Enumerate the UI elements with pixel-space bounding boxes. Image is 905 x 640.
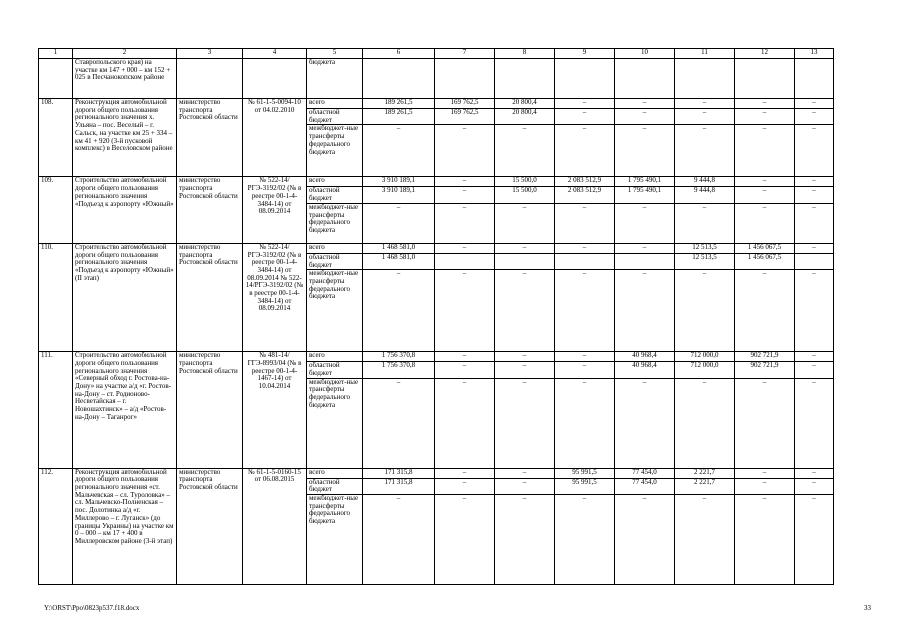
amount-cell: –	[615, 243, 675, 253]
amount-cell: –	[615, 270, 675, 352]
amount-cell: –	[795, 177, 834, 187]
amount-cell: –	[735, 203, 795, 243]
amount-cell: 95 991,5	[555, 478, 615, 494]
funding-source: всего	[307, 177, 363, 187]
row-number: 111.	[39, 352, 73, 468]
header-cell: 11	[675, 49, 735, 59]
header-cell: 9	[555, 49, 615, 59]
amount-cell: 169 762,5	[435, 109, 495, 125]
document-ref: № 522-14/РГЭ-3192/02 (№ в реестре 00-1-4-3484-14) от 08.09.2014	[243, 177, 307, 243]
amount-cell: 1 756 370,8	[363, 352, 435, 362]
amount-cell: –	[675, 203, 735, 243]
table-row	[39, 177, 834, 187]
amount-cell: –	[495, 203, 555, 243]
amount-cell: –	[435, 125, 495, 177]
amount-cell: –	[675, 378, 735, 468]
amount-cell: –	[555, 99, 615, 109]
amount-cell: 1 456 067,5	[735, 243, 795, 253]
amount-cell: –	[735, 468, 795, 478]
project-name: Строительство автомобильной дороги общего пользования регионального значения «Подъезд к аэропорту «Южный» (II этап)	[73, 243, 177, 351]
header-cell: 6	[363, 49, 435, 59]
amount-cell: –	[555, 378, 615, 468]
amount-cell: 77 454,0	[615, 468, 675, 478]
amount-cell: 902 721,9	[735, 362, 795, 378]
document-ref: № 61-1-5-0160-15 от 06.08.2015	[243, 468, 307, 584]
amount-cell: 189 261,5	[363, 99, 435, 109]
amount-cell: 9 444,8	[675, 187, 735, 203]
amount-cell: –	[795, 125, 834, 177]
project-name: Ставропольского края) на участке км 147 + 000 – км 152 + 025 в Песчанокопском районе	[73, 59, 177, 99]
amount-cell: 3 910 189,1	[363, 187, 435, 203]
funding-source: областной бюджет	[307, 109, 363, 125]
amount-cell	[495, 253, 555, 269]
continuation-row	[39, 59, 834, 99]
table-row	[39, 468, 834, 478]
funding-source: межбюджет-ные трансферты федерального бюджета	[307, 270, 363, 352]
amount-cell: –	[555, 125, 615, 177]
table-header-row	[39, 49, 834, 59]
amount-cell: 1 756 370,8	[363, 362, 435, 378]
amount-cell: 712 000,0	[675, 362, 735, 378]
amount-cell	[615, 253, 675, 269]
amount-cell: 15 500,0	[495, 177, 555, 187]
amount-cell: 40 968,4	[615, 362, 675, 378]
header-cell: 5	[307, 49, 363, 59]
amount-cell: –	[795, 187, 834, 203]
amount-cell: –	[795, 109, 834, 125]
amount-cell: –	[795, 243, 834, 253]
amount-cell: –	[495, 468, 555, 478]
amount-cell: 12 513,5	[675, 243, 735, 253]
amount-cell: –	[615, 125, 675, 177]
amount-cell: –	[735, 109, 795, 125]
amount-cell: –	[615, 378, 675, 468]
amount-cell: –	[495, 352, 555, 362]
row-number: 109.	[39, 177, 73, 243]
ministry: министерство транспорта Ростовской области	[177, 243, 243, 351]
header-cell: 10	[615, 49, 675, 59]
amount-cell: –	[735, 378, 795, 468]
amount-cell: 171 315,8	[363, 468, 435, 478]
amount-cell: 3 910 189,1	[363, 177, 435, 187]
amount-cell: –	[495, 378, 555, 468]
amount-cell: 20 800,4	[495, 109, 555, 125]
header-cell: 7	[435, 49, 495, 59]
funding-source: всего	[307, 243, 363, 253]
amount-cell: –	[495, 495, 555, 585]
funding-source: межбюджет-ные трансферты федерального бюджета	[307, 125, 363, 177]
amount-cell: –	[615, 203, 675, 243]
amount-cell: –	[435, 270, 495, 352]
amount-cell: –	[795, 99, 834, 109]
amount-cell: –	[495, 125, 555, 177]
table-row	[39, 352, 834, 362]
row-number: 112.	[39, 468, 73, 584]
header-cell: 4	[243, 49, 307, 59]
budget-table	[38, 48, 834, 585]
funding-source: областной бюджет	[307, 253, 363, 269]
amount-cell: –	[435, 468, 495, 478]
amount-cell: 1 468 581,0	[363, 243, 435, 253]
ministry: министерство транспорта Ростовской области	[177, 177, 243, 243]
amount-cell: –	[435, 378, 495, 468]
project-name: Строительство автомобильной дороги общего пользования регионального значения «Северный обход г. Ростова-на-Дону» на участке а/д «г. Ростов-на-Дону – ст. Родионово-Несветайская – г. Новошахтинск» – а/д «Ростов-на-Дону – Таганрог»	[73, 352, 177, 468]
amount-cell: –	[435, 352, 495, 362]
amount-cell: –	[495, 362, 555, 378]
amount-cell: –	[675, 99, 735, 109]
amount-cell: 2 221,7	[675, 468, 735, 478]
header-cell: 1	[39, 49, 73, 59]
amount-cell: –	[555, 203, 615, 243]
amount-cell: –	[675, 495, 735, 585]
amount-cell: 2 221,7	[675, 478, 735, 494]
amount-cell: –	[363, 270, 435, 352]
table-row	[39, 243, 834, 253]
amount-cell: –	[435, 362, 495, 378]
amount-cell: –	[795, 468, 834, 478]
project-name: Реконструкция автомобильной дороги общего пользования регионального значения «ст. Мальчевская – сл. Туроловка» – сл. Мальчевско-Полненская – пос. Долотинка а/д «г. Миллерово – г. Луганск» (до границы Украины) на участке км 0 – 000 – км 17 + 400 в Миллеровском районе (3-й этап)	[73, 468, 177, 584]
amount-cell: –	[795, 378, 834, 468]
amount-cell: –	[555, 352, 615, 362]
amount-cell: 1 456 067,5	[735, 253, 795, 269]
header-cell: 13	[795, 49, 834, 59]
funding-source: межбюджет-ные трансферты федерального бюджета	[307, 203, 363, 243]
amount-cell: 95 991,5	[555, 468, 615, 478]
amount-cell: 712 000,0	[675, 352, 735, 362]
amount-cell: –	[795, 203, 834, 243]
amount-cell: 2 083 512,9	[555, 177, 615, 187]
amount-cell: 12 513,5	[675, 253, 735, 269]
amount-cell: –	[735, 270, 795, 352]
amount-cell: –	[735, 99, 795, 109]
amount-cell: –	[435, 187, 495, 203]
amount-cell: –	[555, 495, 615, 585]
funding-source: бюджета	[307, 59, 363, 99]
file-path: Y:\ORST\Ppo\0823p537.f18.docx	[44, 604, 140, 612]
amount-cell: 15 500,0	[495, 187, 555, 203]
header-cell: 2	[73, 49, 177, 59]
amount-cell: –	[795, 270, 834, 352]
funding-source: областной бюджет	[307, 478, 363, 494]
amount-cell: –	[615, 99, 675, 109]
table-row	[39, 99, 834, 109]
document-ref: № 481-14/ГГЭ-8993/04 (№ в реестре 00-1-4-1467-14) от 10.04.2014	[243, 352, 307, 468]
amount-cell: 189 261,5	[363, 109, 435, 125]
amount-cell: –	[435, 243, 495, 253]
project-name: Строительство автомобильной дороги общего пользования регионального значения «Подъезд к аэропорту «Южный»	[73, 177, 177, 243]
project-name: Реконструкция автомобильной дороги общего пользования регионального значения х. Ульяна – пос. Веселый – г. Сальск, на участке км 25 + 334 – км 41 + 920 (3-й пусковой комплекс) в Веселовском районе	[73, 99, 177, 177]
amount-cell: –	[735, 495, 795, 585]
amount-cell: –	[495, 243, 555, 253]
amount-cell: 2 083 512,9	[555, 187, 615, 203]
amount-cell: –	[795, 495, 834, 585]
amount-cell: –	[735, 478, 795, 494]
header-cell: 12	[735, 49, 795, 59]
amount-cell: –	[363, 203, 435, 243]
document-ref: № 61-1-5-0094-10 от 04.02.2010	[243, 99, 307, 177]
amount-cell: –	[435, 177, 495, 187]
amount-cell: –	[555, 243, 615, 253]
ministry: министерство транспорта Ростовской области	[177, 468, 243, 584]
funding-source: областной бюджет	[307, 187, 363, 203]
amount-cell: –	[735, 187, 795, 203]
amount-cell: 9 444,8	[675, 177, 735, 187]
ministry: министерство транспорта Ростовской области	[177, 99, 243, 177]
amount-cell	[435, 253, 495, 269]
amount-cell: 20 800,4	[495, 99, 555, 109]
amount-cell: –	[555, 109, 615, 125]
amount-cell: –	[615, 109, 675, 125]
amount-cell: –	[795, 352, 834, 362]
row-number: 110.	[39, 243, 73, 351]
amount-cell: 1 795 490,1	[615, 187, 675, 203]
amount-cell: –	[735, 177, 795, 187]
amount-cell: –	[675, 109, 735, 125]
ministry: министерство транспорта Ростовской области	[177, 352, 243, 468]
amount-cell: 169 762,5	[435, 99, 495, 109]
funding-source: всего	[307, 352, 363, 362]
funding-source: межбюджет-ные трансферты федерального бюджета	[307, 378, 363, 468]
amount-cell: –	[555, 362, 615, 378]
amount-cell: 171 315,8	[363, 478, 435, 494]
amount-cell: –	[363, 495, 435, 585]
document-ref: № 522-14/РГЭ-3192/02 (№ в реестре 00-1-4-3484-14) от 08.09.2014 № 522-14/РГЭ-3192/02 (№ в реестре 00-1-4-3484-14) от 08.09.2014	[243, 243, 307, 351]
amount-cell: –	[675, 270, 735, 352]
amount-cell: –	[615, 495, 675, 585]
amount-cell	[795, 253, 834, 269]
amount-cell: –	[363, 125, 435, 177]
amount-cell: –	[735, 125, 795, 177]
amount-cell: –	[795, 478, 834, 494]
amount-cell: 40 968,4	[615, 352, 675, 362]
funding-source: межбюджет-ные трансферты федерального бюджета	[307, 495, 363, 585]
amount-cell: 1 795 490,1	[615, 177, 675, 187]
amount-cell: –	[435, 203, 495, 243]
page-number: 33	[864, 604, 871, 612]
amount-cell: –	[495, 478, 555, 494]
amount-cell: –	[363, 378, 435, 468]
amount-cell: –	[795, 362, 834, 378]
funding-source: всего	[307, 468, 363, 478]
amount-cell: 77 454,0	[615, 478, 675, 494]
amount-cell: –	[435, 478, 495, 494]
row-number: 108.	[39, 99, 73, 177]
funding-source: областной бюджет	[307, 362, 363, 378]
header-cell: 3	[177, 49, 243, 59]
amount-cell	[555, 253, 615, 269]
amount-cell: 902 721,9	[735, 352, 795, 362]
amount-cell: –	[555, 270, 615, 352]
amount-cell: –	[675, 125, 735, 177]
funding-source: всего	[307, 99, 363, 109]
amount-cell: 1 468 581,0	[363, 253, 435, 269]
header-cell: 8	[495, 49, 555, 59]
amount-cell: –	[435, 495, 495, 585]
amount-cell: –	[495, 270, 555, 352]
